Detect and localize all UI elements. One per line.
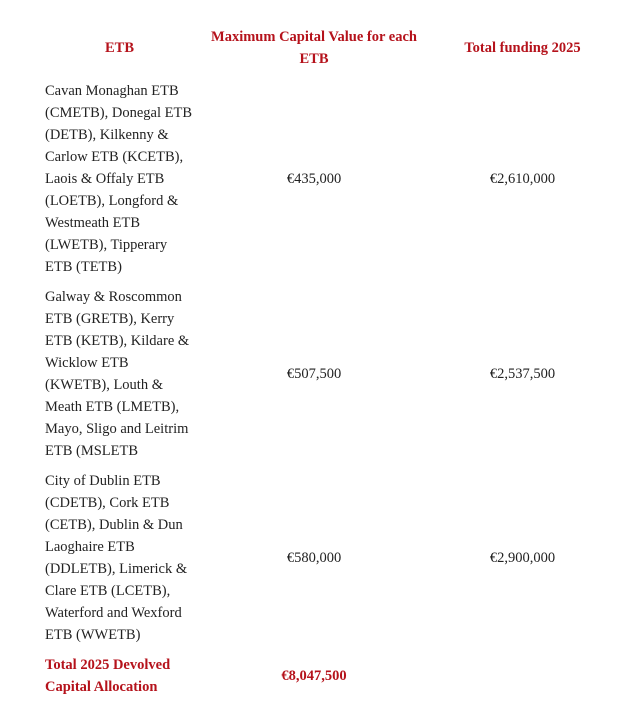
- total-row: [38, 650, 618, 702]
- max-capital-cell: €580,000: [286, 550, 342, 566]
- etb-capital-table: [38, 20, 618, 702]
- etb-list-cell: City of Dublin ETB (CDETB), Cork ETB (CETB), Dublin & Dun Laoghaire ETB (DDLETB), Limerick & Clare ETB (LCETB), Waterford and Wexford ETB (WWETB): [45, 473, 188, 643]
- header-max-capital: Maximum Capital Value for each ETB: [211, 29, 417, 67]
- table-header-row: [38, 20, 618, 76]
- etb-list-cell: Cavan Monaghan ETB (CMETB), Donegal ETB (DETB), Kilkenny & Carlow ETB (KCETB), Laois & Offaly ETB (LOETB), Longford & Westmeath ETB (LWETB), Tipperary ETB (TETB): [45, 83, 192, 275]
- total-funding-empty: [427, 650, 618, 702]
- header-total-funding: Total funding 2025: [464, 40, 581, 56]
- total-funding-cell: €2,537,500: [489, 366, 556, 382]
- table-row: [38, 76, 618, 282]
- etb-list-cell: Galway & Roscommon ETB (GRETB), Kerry ETB (KETB), Kildare & Wicklow ETB (KWETB), Louth & Meath ETB (LMETB), Mayo, Sligo and Leitrim ETB (MSLETB: [45, 289, 190, 459]
- total-funding-cell: €2,900,000: [489, 550, 556, 566]
- table-row: [38, 282, 618, 466]
- table-row: [38, 466, 618, 650]
- header-etb: ETB: [104, 40, 134, 56]
- total-funding-cell: €2,610,000: [489, 171, 556, 187]
- total-value: €8,047,500: [281, 668, 347, 684]
- max-capital-cell: €507,500: [286, 366, 342, 382]
- max-capital-cell: €435,000: [286, 171, 342, 187]
- total-label: Total 2025 Devolved Capital Allocation: [45, 657, 171, 695]
